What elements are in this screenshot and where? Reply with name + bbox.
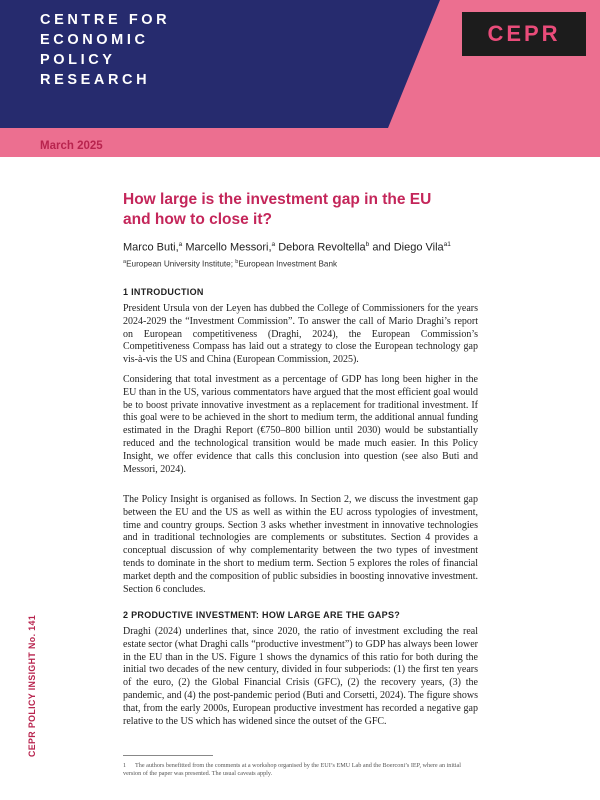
author-name: Marco Buti, <box>123 241 179 254</box>
paper-title: How large is the investment gap in the EU and how to close it? <box>123 191 432 228</box>
body-paragraph: Draghi (2024) underlines that, since 2020, the ratio of investment excluding the real estate sector (what Draghi calls “productive investment”) to GDP has always been lower in the EU than in the US. Figure 1 shows the dynamics of this ratio for both during the initial two decades of the new century, divided in four subperiods: (1) the first ten years of the euro, (2) the Global Financial Crisis (GFC), (2) the recovery years, (3) the pandemic, and (4) the post-pandemic period (Buti and Corsetti, 2024). The figure shows that, from the early 2000s, European productive investment has recorded a negative gap relative to the US which has widened since the outset of the GFC. <box>123 626 478 727</box>
footnote <box>123 762 478 778</box>
org-line: ECONOMIC <box>40 32 149 48</box>
section-heading: 2 PRODUCTIVE INVESTMENT: HOW LARGE ARE THE GAPS? <box>123 610 401 620</box>
affiliation-text: European Investment Bank <box>238 259 338 269</box>
section-heading: 1 INTRODUCTION <box>123 287 204 297</box>
body-paragraph: President Ursula von der Leyen has dubbed the College of Commissioners for the years 2024-2029 the “Investment Commission”. To answer the call of Mario Draghi’s report on European competitiveness (Draghi, 2024), the European Commission’s Competitiveness Compass has laid out a strategy to close the European technology gap vis-à-vis the US and China (European Commission, 2025). <box>123 303 478 366</box>
author-name: and Diego Vila <box>369 241 444 254</box>
affiliations <box>123 259 337 269</box>
org-line: CENTRE FOR <box>40 12 171 28</box>
author-affiliation-mark: a <box>178 241 183 248</box>
body-paragraph: The Policy Insight is organised as follows. In Section 2, we discuss the investment gap between the EU and the US as well as within the EU across typologies of investment, time and country groups. Section 3 asks whether investment in innovative technologies and in traditional technologies are complements or substitutes. Section 4 provides a conceptual discussion of why complementarity between the two types of investment tends to dominate in the short to medium term. Section 5 explores the roles of financial market depth and the composition of public subsidies in boosting innovative investment. Section 6 concludes. <box>123 494 478 595</box>
author-name: Marcello Messori, <box>182 241 272 254</box>
footnote-divider <box>123 755 213 756</box>
publication-date: March 2025 <box>40 140 103 152</box>
organization-name <box>40 10 170 90</box>
org-line: RESEARCH <box>40 72 151 88</box>
affiliation-text: European University Institute; <box>126 259 236 269</box>
footnote-number: 1 <box>123 762 127 769</box>
affiliation-mark: a <box>123 259 127 265</box>
series-label: CEPR POLICY INSIGHT No. 141 <box>27 614 37 757</box>
author-affiliation-mark: b <box>365 241 370 248</box>
logo-text: CEPR <box>487 21 561 46</box>
author-affiliation-mark: a1 <box>443 241 451 248</box>
body-paragraph: Considering that total investment as a percentage of GDP has long been higher in the EU than in the US, various commentators have argued that the most efficient goal would be to boost private innovative investment as a replacement for traditional investment. If this goal were to be achieved in the short to medium term, the additional annual funding estimated in the Draghi Report (€750–800 billion until 2030) would be substantially reduced and the technological transition would be made much easier. In this Policy Insight, we offer evidence that calls this conclusion into question (see also Buti and Messori, 2024). <box>123 374 478 475</box>
footnote-text: The authors benefitted from the comments at a workshop organised by the EUI’s EMU Lab and the Boerconi’s IEP, where an initial version of the paper was presented. The usual caveats apply. <box>123 762 462 777</box>
cepr-logo <box>462 12 586 56</box>
author-list <box>123 241 451 254</box>
org-line: POLICY <box>40 52 116 68</box>
author-name: Debora Revoltella <box>275 241 366 254</box>
author-affiliation-mark: a <box>271 241 276 248</box>
affiliation-mark: b <box>235 259 239 265</box>
